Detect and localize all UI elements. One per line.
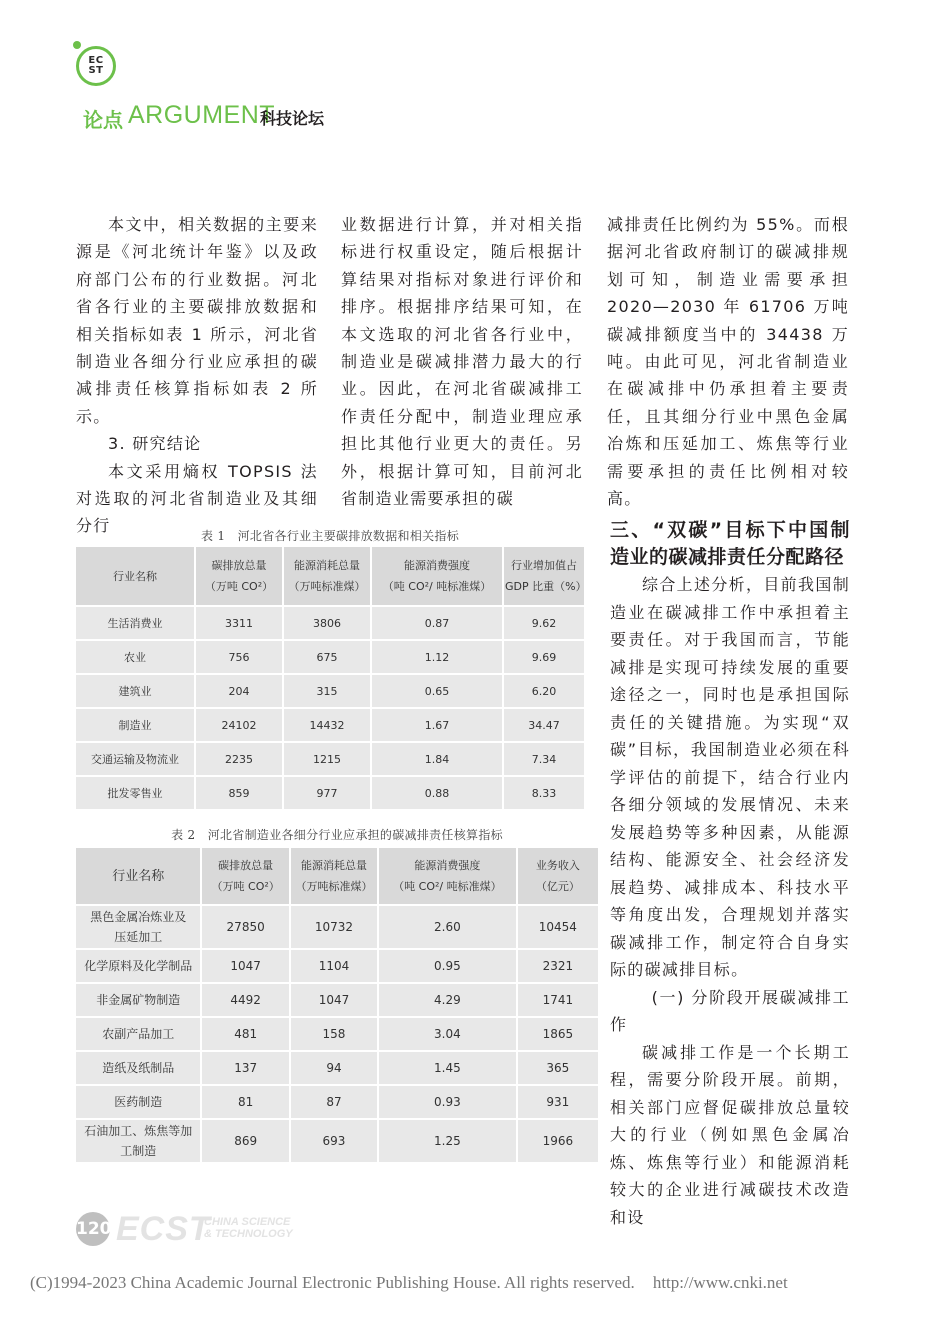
table-row [76, 1018, 598, 1050]
column-header-name: 行业名称 [76, 848, 200, 904]
table-cell: 693 [291, 1120, 377, 1162]
paragraph: 综合上述分析，目前我国制造业在碳减排工作中承担着主要责任。对于我国而言，节能减排是实现可持续发展的重要途径之一，同时也是承担国际责任的关键措施。为实现“双碳”目标，我国制造业必须在科学评估的前提下，结合行业内各细分领域的发展情况、未来发展趋势等多种因素，从能源结构、能源安全、社会经济发展趋势、减排成本、科技水平等角度出发，合理规划并落实碳减排工作，制定符合自身实际的碳减排目标。 [610, 575, 850, 979]
table-cell: 137 [202, 1052, 288, 1084]
table-header-row [76, 547, 584, 605]
table-cell: 1104 [291, 950, 377, 982]
table-cell: 14432 [284, 709, 370, 741]
table-cell: 7.34 [504, 743, 584, 775]
table-row [76, 1052, 598, 1084]
table-cell: 481 [202, 1018, 288, 1050]
row-label-cell: 建筑业 [76, 675, 194, 707]
text-column-2 [341, 211, 583, 512]
table-cell: 2.60 [379, 906, 516, 948]
row-label-cell: 化学原料及化学制品 [76, 950, 200, 982]
subsection-heading: (一) 分阶段开展碳减排工作 [610, 987, 850, 1034]
column-header: 能源消费强度 （吨 CO²/ 吨标准煤） [379, 848, 516, 904]
row-label-cell: 石油加工、炼焦等加 工制造 [76, 1120, 200, 1162]
table-cell: 10732 [291, 906, 377, 948]
table-cell: 87 [291, 1086, 377, 1118]
section-label-en: ARGUMENT [128, 101, 276, 129]
table-cell: 1.25 [379, 1120, 516, 1162]
section-heading: 三、“双碳”目标下中国制造业的碳减排责任分配路径 [610, 519, 850, 568]
table-row [76, 641, 584, 673]
table-cell: 24102 [196, 709, 282, 741]
table-cell: 81 [202, 1086, 288, 1118]
table-cell: 0.95 [379, 950, 516, 982]
text-column-1 [76, 211, 318, 540]
table-cell: 158 [291, 1018, 377, 1050]
table-cell: 2235 [196, 743, 282, 775]
row-label-cell: 黑色金属冶炼业及 压延加工 [76, 906, 200, 948]
table-cell: 0.88 [372, 777, 502, 809]
table-cell: 0.93 [379, 1086, 516, 1118]
table-cell: 34.47 [504, 709, 584, 741]
logo-text-top: EC [88, 55, 104, 66]
cnki-link[interactable]: http://www.cnki.net [652, 1273, 788, 1292]
table-row [76, 984, 598, 1016]
footer-brand-tagline [204, 1216, 293, 1240]
table-row [76, 675, 584, 707]
journal-logo [76, 46, 116, 86]
footer-brand-line-2: & TECHNOLOGY [204, 1228, 293, 1240]
column-header: 能源消耗总量 （万吨标准煤） [284, 547, 370, 605]
table-cell: 4492 [202, 984, 288, 1016]
table-cell: 859 [196, 777, 282, 809]
table-cell: 365 [518, 1052, 598, 1084]
column-header: 行业增加值占 GDP 比重（%） [504, 547, 584, 605]
paragraph: 本文采用熵权 TOPSIS 法对选取的河北省制造业及其细分行 [76, 461, 318, 536]
page-number: 120 [76, 1212, 110, 1246]
table-cell: 0.87 [372, 607, 502, 639]
table-1 [74, 545, 586, 811]
table-2 [74, 846, 600, 1164]
table-cell: 1.12 [372, 641, 502, 673]
table-cell: 1966 [518, 1120, 598, 1162]
table-row [76, 1120, 598, 1162]
table-cell: 94 [291, 1052, 377, 1084]
paragraph: 减排责任比例约为 55%。而根据河北省政府制订的碳减排规划可知，制造业需要承担 2020—2030 年 61706 万吨碳减排额度当中的 34438 万吨。由此可见，河北省制造业在碳减排中仍承担着主要责任，且其细分行业中黑色金属冶炼和压延加工、炼焦等行业需要承担的责任比例相对较高。 [607, 215, 849, 509]
row-label-cell: 生活消费业 [76, 607, 194, 639]
table-cell: 1865 [518, 1018, 598, 1050]
table-row [76, 743, 584, 775]
table-cell: 27850 [202, 906, 288, 948]
table-cell: 3.04 [379, 1018, 516, 1050]
table-2-caption: 表 2 河北省制造业各细分行业应承担的碳减排责任核算指标 [171, 828, 503, 842]
table-cell: 3806 [284, 607, 370, 639]
logo-accent-dot [73, 41, 81, 49]
copyright-line [30, 1273, 788, 1293]
table-cell: 315 [284, 675, 370, 707]
footer-brand-logo: ECST [116, 1210, 211, 1248]
table-cell: 1.45 [379, 1052, 516, 1084]
table-cell: 1741 [518, 984, 598, 1016]
table-cell: 756 [196, 641, 282, 673]
table-cell: 6.20 [504, 675, 584, 707]
table-cell: 9.69 [504, 641, 584, 673]
table-cell: 3311 [196, 607, 282, 639]
row-label-cell: 非金属矿物制造 [76, 984, 200, 1016]
table-1-caption: 表 1 河北省各行业主要碳排放数据和相关指标 [200, 529, 460, 543]
section-label-cn: 论点 [83, 108, 123, 132]
table-cell: 1.84 [372, 743, 502, 775]
table-cell: 9.62 [504, 607, 584, 639]
table-row [76, 906, 598, 948]
footer-brand-line-1: CHINA SCIENCE [204, 1216, 291, 1228]
table-cell: 1047 [291, 984, 377, 1016]
column-header: 能源消耗总量 （万吨标准煤） [291, 848, 377, 904]
table-cell: 675 [284, 641, 370, 673]
table-row [76, 607, 584, 639]
copyright-text: (C)1994-2023 China Academic Journal Electronic Publishing House. All rights reserved. [30, 1273, 635, 1292]
column-header: 业务收入 （亿元） [518, 848, 598, 904]
table-cell: 869 [202, 1120, 288, 1162]
subsection-heading: 3. 研究结论 [108, 434, 202, 454]
paragraph: 业数据进行计算，并对相关指标进行权重设定，随后根据计算结果对指标对象进行评价和排序。根据排序结果可知，在本文选取的河北省各行业中，制造业是碳减排潜力最大的行业。因此，在河北省碳减排工作责任分配中，制造业理应承担比其他行业更大的责任。另外，根据计算可知，目前河北省制造业需要承担的碳 [341, 215, 583, 509]
text-column-3-top [607, 211, 849, 512]
row-label-cell: 医药制造 [76, 1086, 200, 1118]
table-cell: 1215 [284, 743, 370, 775]
table-row [76, 709, 584, 741]
column-header: 能源消费强度 （吨 CO²/ 吨标准煤） [372, 547, 502, 605]
table-row [76, 777, 584, 809]
row-label-cell: 制造业 [76, 709, 194, 741]
text-column-3-bottom [610, 517, 850, 1231]
table-cell: 931 [518, 1086, 598, 1118]
table-cell: 4.29 [379, 984, 516, 1016]
table-cell: 0.65 [372, 675, 502, 707]
row-label-cell: 造纸及纸制品 [76, 1052, 200, 1084]
logo-text-bottom: ST [88, 65, 104, 76]
table-row [76, 1086, 598, 1118]
table-row [76, 950, 598, 982]
table-cell: 1047 [202, 950, 288, 982]
row-label-cell: 农副产品加工 [76, 1018, 200, 1050]
table-cell: 8.33 [504, 777, 584, 809]
column-header: 碳排放总量 （万吨 CO²） [196, 547, 282, 605]
row-label-cell: 批发零售业 [76, 777, 194, 809]
row-label-cell: 农业 [76, 641, 194, 673]
section-sublabel: 科技论坛 [260, 109, 325, 128]
table-cell: 204 [196, 675, 282, 707]
column-header-name: 行业名称 [76, 547, 194, 605]
table-cell: 2321 [518, 950, 598, 982]
table-header-row [76, 848, 598, 904]
paragraph: 碳减排工作是一个长期工程，需要分阶段开展。前期，相关部门应督促碳排放总量较大的行业（例如黑色金属冶炼、炼焦等行业）和能源消耗较大的企业进行减碳技术改造和设 [610, 1042, 850, 1227]
column-header: 碳排放总量 （万吨 CO²） [202, 848, 288, 904]
table-cell: 977 [284, 777, 370, 809]
table-cell: 10454 [518, 906, 598, 948]
table-cell: 1.67 [372, 709, 502, 741]
row-label-cell: 交通运输及物流业 [76, 743, 194, 775]
paragraph: 本文中，相关数据的主要来源是《河北统计年鉴》以及政府部门公布的行业数据。河北省各行业的主要碳排放数据和相关指标如表 1 所示，河北省制造业各细分行业应承担的碳减排责任核算指标如表 2 所示。 [76, 215, 318, 426]
